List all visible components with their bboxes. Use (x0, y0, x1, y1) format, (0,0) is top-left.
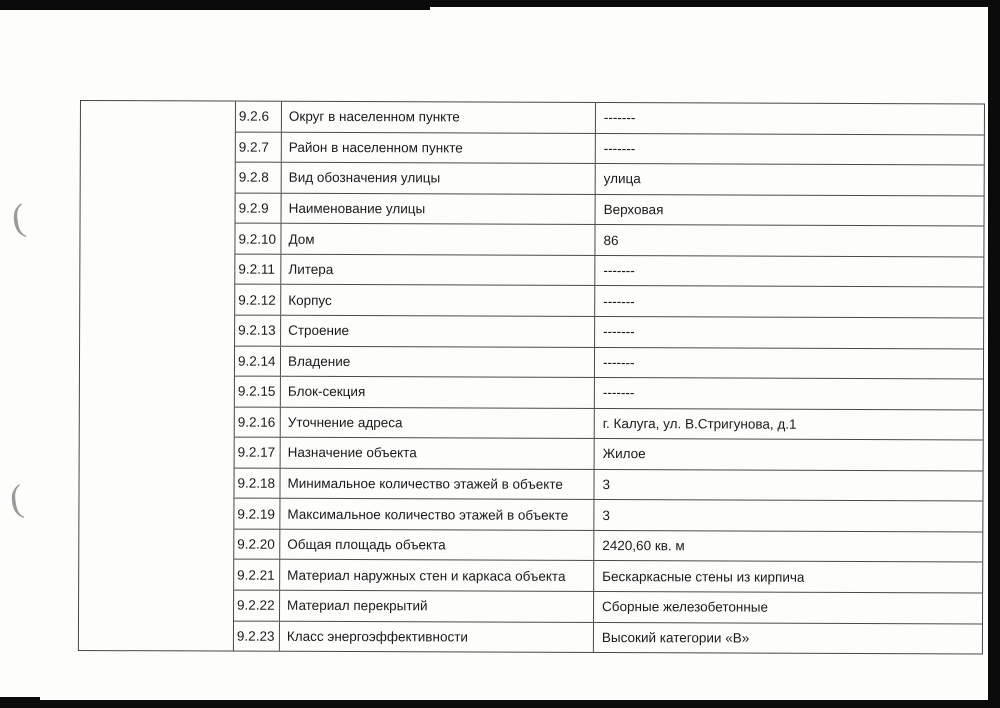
row-label: Материал перекрытий (280, 591, 594, 622)
table-row (234, 591, 982, 624)
table-row (235, 224, 983, 257)
pen-curl-mark-lower: ( (7, 477, 26, 521)
table-row (235, 316, 983, 349)
row-value: ------- (603, 293, 635, 309)
row-value: ------- (603, 263, 635, 279)
row-label: Минимальное количество этажей в объекте (280, 469, 594, 500)
row-value: Высокий категории «В» (601, 629, 750, 646)
row-label: Наименование улицы (282, 193, 596, 224)
scan-artifact-top-edge (0, 0, 1000, 7)
row-number: 9.2.23 (234, 621, 280, 651)
table-row (235, 285, 983, 318)
row-value: ------- (602, 385, 635, 401)
table-rows (234, 102, 984, 654)
row-number: 9.2.12 (235, 285, 281, 315)
table-row (235, 254, 983, 287)
row-number: 9.2.22 (234, 591, 280, 621)
row-value: ------- (603, 140, 636, 156)
row-label: Общая площадь объекта (280, 530, 594, 561)
row-value: 2420,60 кв. м (602, 538, 685, 554)
row-label: Вид обозначения улицы (282, 163, 596, 194)
table-row (234, 560, 982, 593)
row-number: 9.2.20 (234, 529, 280, 559)
row-label: Округ в населенном пункте (282, 102, 596, 133)
table-row (234, 468, 982, 501)
table-row (236, 193, 984, 226)
table-left-merged-cell (79, 101, 236, 651)
row-value: 86 (603, 232, 619, 248)
row-value: улица (603, 171, 641, 187)
row-number: 9.2.8 (236, 163, 282, 193)
row-label: Район в населенном пункте (282, 132, 596, 163)
row-value: 3 (602, 507, 610, 523)
row-number: 9.2.11 (235, 254, 281, 284)
table-row (235, 346, 983, 379)
row-label: Класс энергоэффективности (280, 621, 594, 652)
row-label: Дом (281, 224, 595, 255)
row-value: Сборные железобетонные (602, 599, 769, 615)
row-number: 9.2.15 (235, 377, 281, 407)
row-number: 9.2.21 (234, 560, 280, 590)
object-attributes-table (78, 100, 985, 654)
row-value: Верховая (603, 201, 664, 218)
row-value: ------- (602, 354, 635, 370)
row-label: Максимальное количество этажей в объекте (280, 499, 594, 530)
table-row (235, 438, 983, 471)
row-number: 9.2.6 (236, 102, 282, 132)
row-number: 9.2.16 (235, 407, 281, 437)
row-value: 3 (602, 477, 611, 493)
table-row (234, 499, 982, 532)
row-number: 9.2.9 (236, 193, 282, 223)
row-number: 9.2.17 (235, 438, 281, 468)
pen-curl-mark-upper: ( (9, 196, 28, 240)
row-label: Литера (281, 255, 595, 286)
table-row (236, 163, 984, 196)
row-number: 9.2.14 (235, 346, 281, 376)
row-label: Корпус (281, 285, 595, 316)
table-row (236, 102, 984, 135)
row-label: Блок-секция (281, 377, 595, 408)
row-value: ------- (603, 110, 636, 126)
row-number: 9.2.13 (235, 316, 281, 346)
row-label: Строение (281, 316, 595, 347)
row-value: ------- (603, 324, 635, 340)
row-label: Уточнение адреса (281, 407, 595, 438)
row-value: Бескаркасные стены из кирпича (602, 568, 805, 585)
row-value: г. Калуга, ул. В.Стригунова, д.1 (602, 415, 797, 432)
row-label: Владение (281, 346, 595, 377)
scan-artifact-right-edge (988, 0, 1000, 708)
table-row (235, 377, 983, 410)
table-row (234, 529, 982, 562)
row-number: 9.2.7 (236, 132, 282, 162)
row-label: Назначение объекта (281, 438, 595, 469)
row-number: 9.2.10 (235, 224, 281, 254)
row-value: Жилое (602, 446, 646, 462)
row-label: Материал наружных стен и каркаса объекта (280, 560, 594, 591)
table-row (236, 132, 984, 165)
table-row (234, 621, 982, 653)
row-number: 9.2.19 (234, 499, 280, 529)
scan-artifact-bottom-edge (0, 700, 1000, 708)
row-number: 9.2.18 (234, 468, 280, 498)
table-row (235, 407, 983, 440)
